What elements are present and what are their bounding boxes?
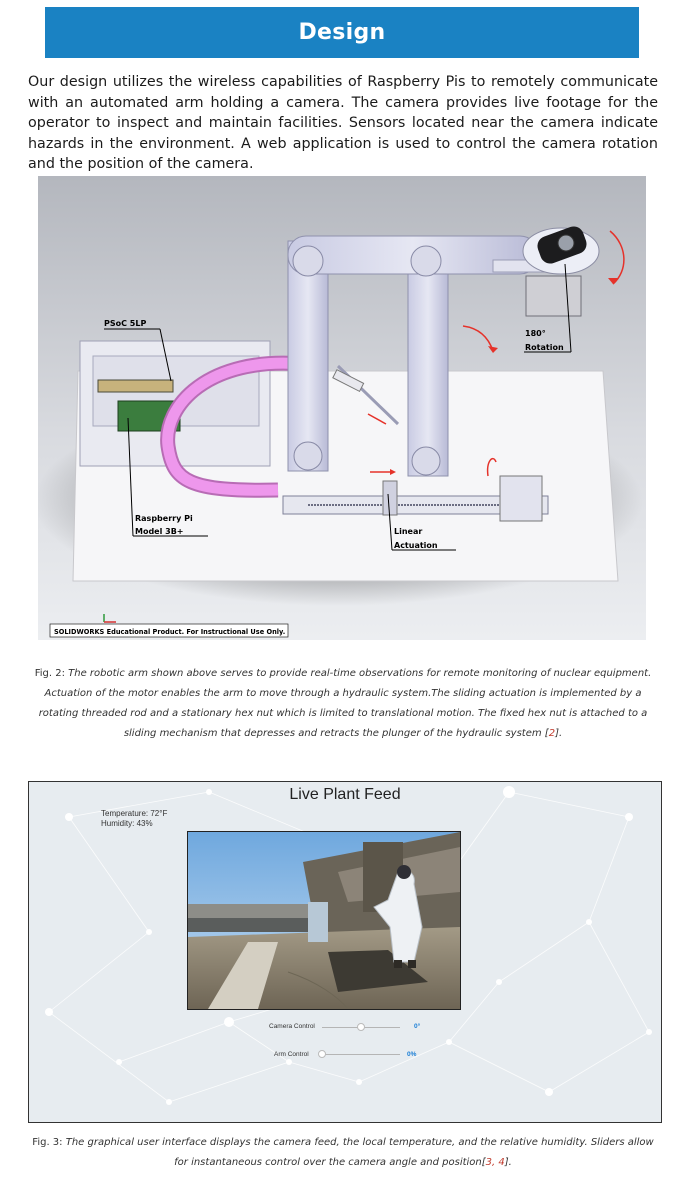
label-psoc: PSoC 5LP: [104, 319, 147, 328]
figure2-caption-end: ].: [555, 728, 563, 739]
joint-top-right: [411, 246, 441, 276]
joint-bottom-left: [294, 442, 322, 470]
servo-motor: [526, 276, 581, 316]
label-linear-line2: Actuation: [394, 541, 438, 550]
arm-control-knob[interactable]: [318, 1050, 326, 1058]
camera-control-knob[interactable]: [357, 1023, 365, 1031]
solidworks-watermark: SOLIDWORKS Educational Product. For Instructional Use Only.: [54, 628, 286, 636]
figure2-caption: [28, 664, 658, 744]
label-linear-line1: Linear: [394, 527, 423, 536]
webcam-lens: [558, 235, 574, 251]
label-rpi-line2: Model 3B+: [135, 527, 184, 536]
motor-housing: [500, 476, 542, 521]
figure3-caption-label: Fig. 3:: [32, 1137, 63, 1148]
figure2-citation-link[interactable]: 2: [548, 728, 556, 739]
robotic-arm-cad-figure: [38, 176, 646, 640]
figure2-caption-text: The robotic arm shown above serves to provide real-time observations for remote monitoring of nuclear equipment. Actuation of the motor enables the arm to move through a hydraulic system.The sliding actuation is implemented by a rotating threaded rod and a stationary hex nut which is limited to translational motion. The fixed hex nut is attached to a sliding mechanism that depresses and retracts the plunger of the hydraulic system [: [38, 668, 652, 739]
section-banner: [45, 7, 639, 58]
hex-nut: [383, 481, 397, 515]
arm-control-value: 0%: [407, 1051, 417, 1058]
arm-control-label: Arm Control: [274, 1051, 309, 1058]
figure3-caption: [28, 1133, 658, 1173]
arm-control-track[interactable]: [322, 1054, 400, 1055]
camera-feed-image: [188, 832, 460, 1009]
humidity-readout: Humidity: 43%: [101, 819, 153, 828]
joint-top-left: [293, 246, 323, 276]
temperature-readout: Temperature: 72°F: [101, 809, 168, 818]
section-title: Design: [298, 20, 386, 45]
figure3-caption-text: The graphical user interface displays the camera feed, the local temperature, and the relative humidity. Sliders allow for instantaneous control over the camera angle and position[: [65, 1137, 654, 1168]
camera-control-label: Camera Control: [269, 1023, 315, 1030]
intro-paragraph: Our design utilizes the wireless capabilities of Raspberry Pis to remotely communicate with an automated arm holding a camera. The camera provides live footage for the operator to inspect and maintain facilities. Sensors located near the camera indicate hazards in the environment. A web application is used to control the camera rotation and the position of the camera.: [28, 74, 658, 173]
label-rotation: Rotation: [525, 343, 564, 352]
joint-bottom-right: [412, 447, 440, 475]
figure3-caption-end: ].: [504, 1157, 512, 1168]
psoc-board: [98, 380, 173, 392]
live-camera-feed: [187, 831, 461, 1010]
figure2-caption-label: Fig. 2:: [34, 668, 65, 679]
camera-control-value: 0°: [414, 1023, 421, 1030]
sensor-readout: [101, 809, 167, 829]
label-rpi-line1: Raspberry Pi: [135, 514, 193, 523]
label-rotation-deg: 180°: [525, 329, 546, 338]
gui-title: Live Plant Feed: [289, 786, 401, 803]
figure3-citation-link[interactable]: 3, 4: [485, 1157, 505, 1168]
gui-screenshot-figure: [28, 781, 662, 1123]
